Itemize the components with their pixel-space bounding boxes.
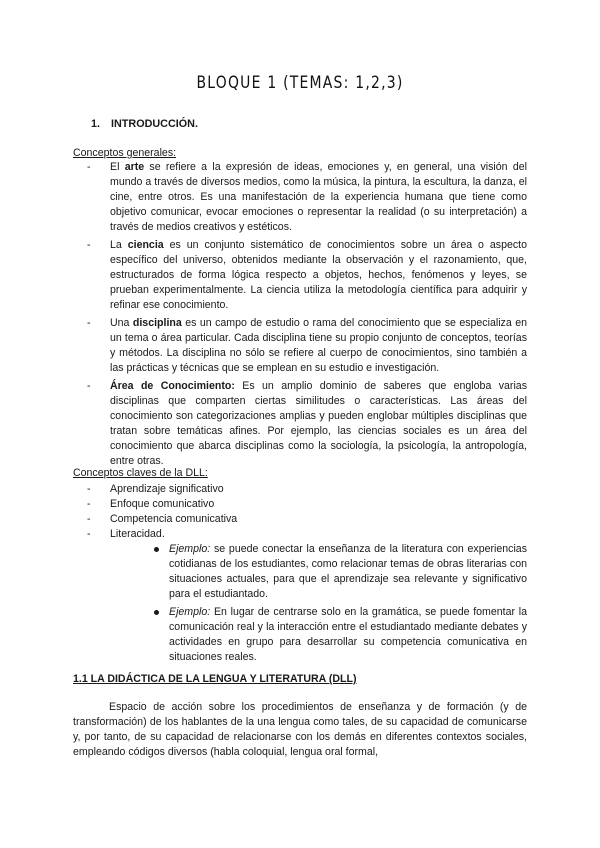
body-paragraph: Espacio de acción sobre los procedimientos de enseñanza y de formación (y de transformación) de los hablantes de la una lengua como tales, de su capacidad de comunicarse y, por tanto, de su capacidad de relacionarse con los demás en diferentes contextos sociales, empleando códigos diversos (habla coloquial, lengua oral formal, xyxy=(73,701,527,758)
section-heading xyxy=(91,117,198,132)
bullet-icon xyxy=(154,547,159,552)
bullet-icon xyxy=(154,610,159,615)
list-item: - El arte se refiere a la expresión de ideas, emociones y, en general, una visión del mundo a través de diversos medios, como la música, la pintura, la escultura, la danza, el cine, entre otros. Es una manifestación de la experiencia humana que tiene como objetivo comunicar, evocar emociones o representar la realidad (o su interpretación) a través de medios creativos y estéticos. xyxy=(87,161,527,233)
example-item: Ejemplo: se puede conectar la enseñanza de la literatura con experiencias cotidianas de los estudiantes, como relacionar temas de obras literarias con situaciones actuales, para que el aprendizaje sea relevante y significativo para el estudiantado. xyxy=(132,542,527,602)
list-item: - Área de Conocimiento: Es un amplio dominio de saberes que engloba varias disciplinas que comparten ciertas similitudes o características. Las áreas del conocimiento son categorizaciones amplias y pueden englobar múltiples disciplinas que tratan sobre temáticas afines. Por ejemplo, las ciencias sociales es un área del conocimiento que abarca disciplinas como la sociología, la psicología, la antropología, entre otras. xyxy=(87,380,527,467)
example-item: Ejemplo: En lugar de centrarse solo en la gramática, se puede fomentar la comunicación real y la interacción entre el estudiantado mediante debates y actividades en grupo para desarrollar su competencia comunicativa en situaciones reales. xyxy=(132,605,527,665)
section-title: INTRODUCCIÓN. xyxy=(111,118,198,130)
list-item: - Literacidad. Ejemplo: se puede conectar la enseñanza de la literatura con experiencias cotidianas de los estudiantes, como relacionar temas de obras literarias con situaciones actuales, para que el aprendizaje sea relevante y significativo para el estudiantado. Ejemplo: En lugar de centrarse solo en la gramática, se puede fomentar la comunicación real y la interacción entre el estudiantado mediante debates y actividades en grupo para desarrollar su competencia comunicativa en situaciones reales. xyxy=(87,528,527,663)
page-title: BLOQUE 1 (TEMAS: 1,2,3) xyxy=(196,73,404,93)
list-item: - Enfoque comunicativo xyxy=(87,498,215,510)
general-concepts-list xyxy=(73,160,527,472)
examples-list xyxy=(110,542,527,665)
general-concepts-heading: Conceptos generales: xyxy=(73,147,177,159)
section-number: 1. xyxy=(91,118,101,130)
list-item: - La ciencia es un conjunto sistemático de conocimientos sobre un área o aspecto específico del universo, obtenidos mediante la observación y el razonamiento, que, estructurados de forma lógica respecto a objetos, hechos, fenómenos y leyes, se prueban experimentalmente. La ciencia utiliza la metodología científica para adquirir y refinar ese conocimiento. xyxy=(87,239,527,311)
list-item: - Una disciplina es un campo de estudio o rama del conocimiento que se especializa en un tema o área particular. Cada disciplina tiene su propio conjunto de conceptos, teorías y métodos. La disciplina no sólo se refiere al cuerpo de conocimientos, sino también a las prácticas y técnicas que se emplean en su estudio e investigación. xyxy=(87,317,527,374)
dll-concepts-heading: Conceptos claves de la DLL: xyxy=(73,467,208,479)
list-item: - Competencia comunicativa xyxy=(87,513,238,525)
list-item: - Aprendizaje significativo xyxy=(87,483,224,495)
subsection-heading: 1.1 LA DIDÁCTICA DE LA LENGUA Y LITERATURA (DLL) xyxy=(73,673,357,685)
dll-concepts-list xyxy=(73,482,527,668)
